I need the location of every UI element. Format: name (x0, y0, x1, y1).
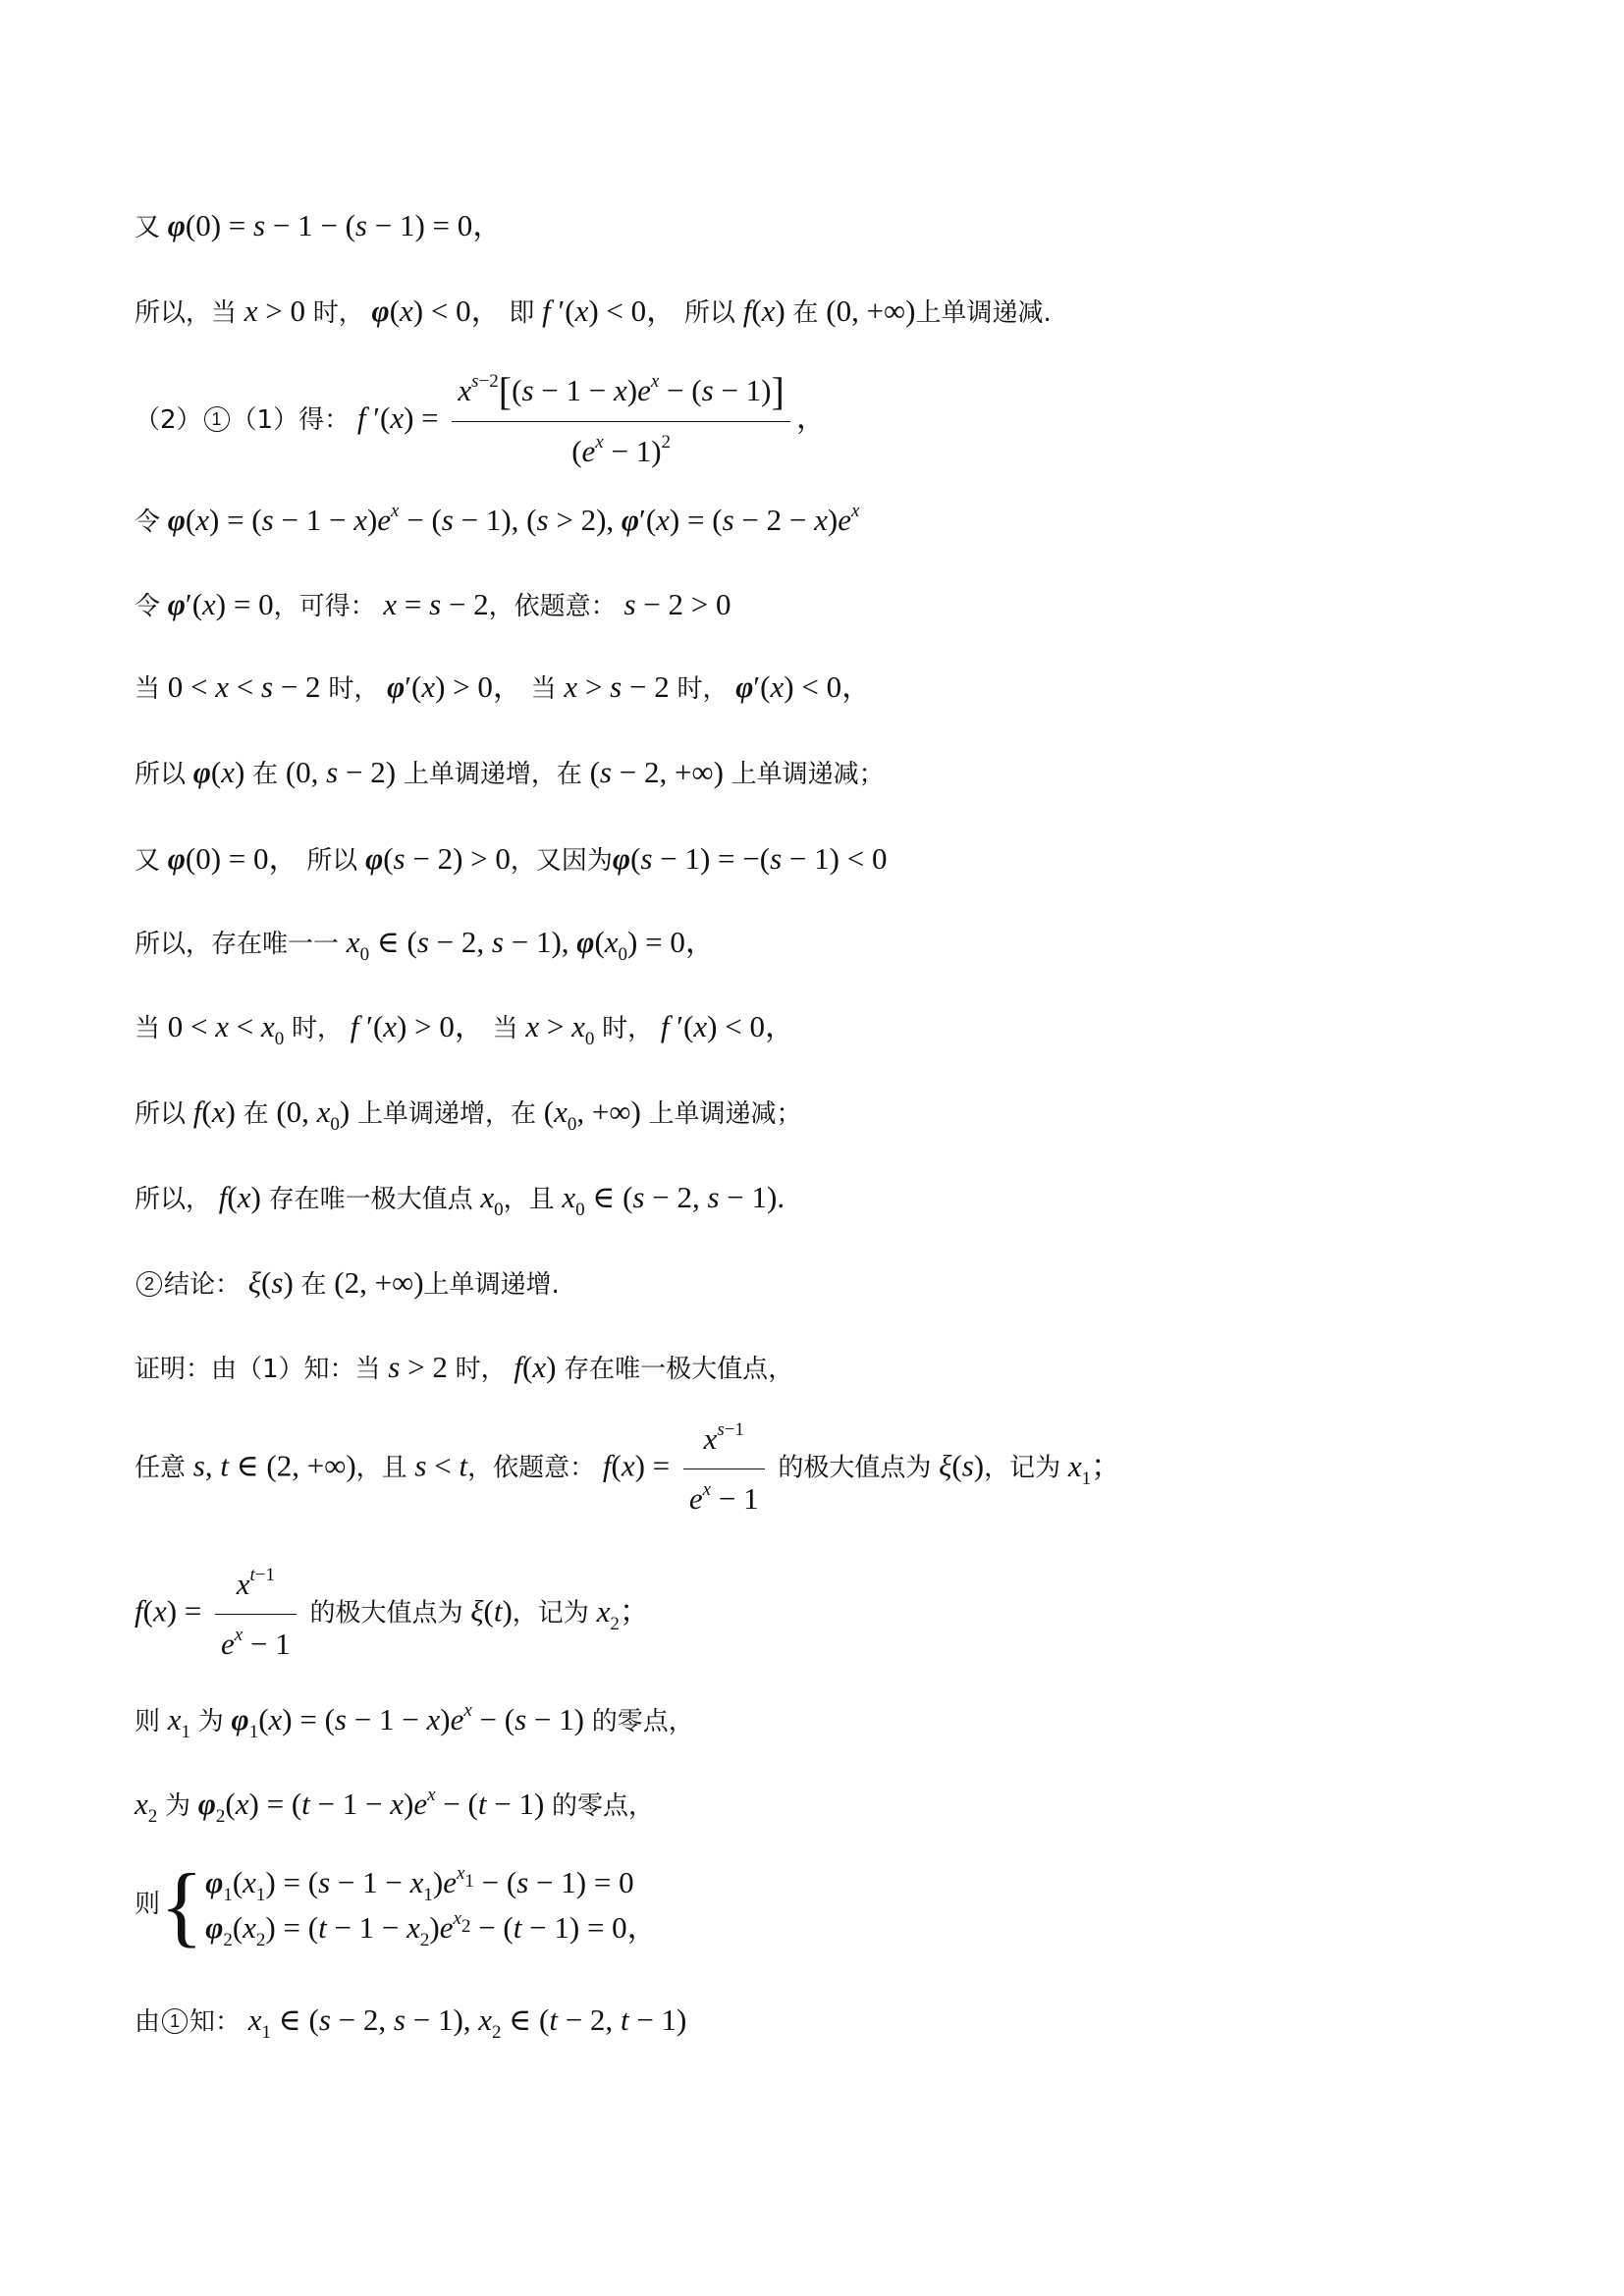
line-18: $x_2$ 为 $\varphi_2(x) = (t - 1 - x)e^x - (t - 1)$ 的零点， (135, 1785, 655, 1827)
circled-number-2: 2 (136, 1271, 162, 1297)
equation-system: $\varphi_1(x_1) = (s - 1 - x_1)e^{x_1} - (s - 1) = 0$ $\varphi_2(x_2) = (t - 1 - x_2)e^{x_2} - (t - 1) = 0$， (205, 1863, 658, 1950)
line-19: 则{ $\varphi_1(x_1) = (s - 1 - x_1)e^{x_1} - (s - 1) = 0$ $\varphi_2(x_2) = (t - 1 - x_2)e^{x_2} - (t - 1) = 0$， (135, 1855, 658, 1955)
line-16: f(x) = $\frac{x^{t-1}}{e^x - 1}$ 的极大值点为 ξ(t)，记为 $x_2$； (135, 1559, 650, 1670)
line-4: 令 $\varphi(x) = (s - 1 - x)e^x - (s - 1)$, (s > 2), $\varphi'(x) = (s - 2 - x)e^x$ (135, 501, 860, 537)
fraction-t: $\frac{x^{t-1}}{e^x - 1}$ (215, 1559, 297, 1670)
circled-number-1b: 1 (162, 2008, 188, 2034)
circled-number-1: 1 (204, 406, 230, 432)
line-6: 当 0 < x < s − 2 时， φ′(x) > 0， 当 x > s − 2 时， φ′(x) < 0， (135, 669, 873, 704)
fraction-s: $\frac{x^{s-1}}{e^x - 1}$ (683, 1414, 765, 1524)
line-9: 所以，存在唯一一 $x_0$ ∈ (s − 2, s − 1), $\varphi(x_0) = 0$， (135, 925, 716, 965)
line-14: 证明：由（1）知：当 s > 2 时， f(x) 存在唯一极大值点， (135, 1350, 794, 1384)
line-15: 任意 s, t ∈ (2, +∞)，且 s < t，依题意： f(x) = $\frac{x^{s-1}}{e^x - 1}$ 的极大值点为 ξ(s)，记为 $x_1$； (135, 1414, 1121, 1524)
line-1: 又 φ(0) = s − 1 − (s − 1) = 0， (135, 208, 504, 242)
line-7: 所以 φ(x) 在 (0, s − 2) 上单调递增，在 (s − 2, +∞) 上单调递减； (135, 755, 885, 789)
line-20: 由 1 知： $x_1$ ∈ (s − 2, s − 1), $x_2$ ∈ (t − 2, t − 1) (135, 2002, 687, 2043)
line-3: （2） 1 （1）得： f ′(x) = $\frac{x^{s-2}[(s - 1 - x)e^x - (s - 1)]}{(e^x - 1)^2}$ ， (135, 365, 827, 477)
derivative-fraction: $\frac{x^{s-2}[(s - 1 - x)e^x - (s - 1)]}{(e^x - 1)^2}$ (452, 365, 789, 477)
line-17: 则 $x_1$ 为 $\varphi_1(x) = (s - 1 - x)e^x - (s - 1)$ 的零点， (135, 1700, 694, 1742)
line-2: 所以，当 x > 0 时， φ(x) < 0， 即 f ′(x) < 0， 所以 f(x) 在 (0, +∞)上单调递减. (135, 294, 1052, 328)
line-10: 当 $0 < x < x_0$ 时， f ′(x) > 0， 当 $x > x_0$ 时， f ′(x) < 0， (135, 1009, 795, 1049)
line-12: 所以， f(x) 存在唯一极大值点 $x_0$，且 $x_0$ ∈ (s − 2, s − 1). (135, 1180, 785, 1220)
line-11: 所以 f(x) 在 (0, $x_0$) 上单调递增，在 ($x_0$, +∞) 上单调递减； (135, 1095, 802, 1135)
line-13: 2 结论： ξ(s) 在 (2, +∞)上单调递增. (135, 1263, 560, 1305)
line-5: 令 φ′(x) = 0，可得： x = s − 2，依题意： s − 2 > 0 (135, 587, 731, 621)
line-8: 又 φ(0) = 0， 所以 φ(s − 2) > 0，又因为φ(s − 1) = −(s − 1) < 0 (135, 841, 888, 876)
